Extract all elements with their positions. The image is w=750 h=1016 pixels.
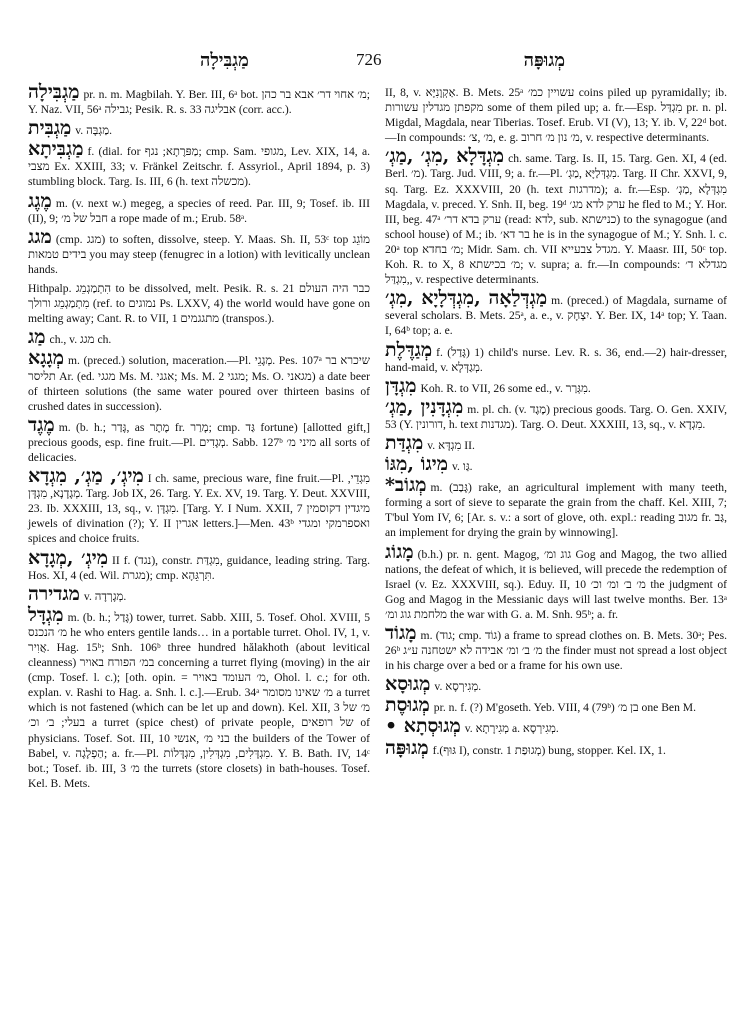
page-number: 726 [356,50,382,69]
dictionary-entry [28,326,370,349]
entry-headword: מִגְדָּן [385,374,417,397]
entry-text: f.(גּוּף I), constr. מְגוּפַת 1) bung, stopper. Kel. IX, 1. [432,743,666,757]
dictionary-entry [385,374,727,397]
entry-text: v. מַגְבָּה. [75,124,112,138]
entry-text: v. מְגִירָתָא a. מְגִירְסָא. [464,722,559,736]
dictionary-entry [28,603,371,791]
entry-headword: מגג [28,225,52,248]
entry-text: v. מִגְדָּא II. [427,438,475,452]
entry-headword: מִיגוֹ ,מִגּוֹ [385,453,449,476]
entry-text: m. (גָּבַב) rake, an agricultural implement with many teeth, forming a sort of sieve to separate the grain from the chaff. Kel. XIII, 7; T'bul Yom IV, 6; [Ar. s. v.: a sort of glove, oth. expl.: reading מגוב fr. גַּב, an implement for drying the grain by winnowing]. [385,481,727,540]
entry-headword: מְגָגָא [28,347,65,370]
dictionary-entry [28,582,370,605]
entry-headword: מַגְדְּלַאָה ,מִגְדְּלָיָא ,מִגְ׳ [385,287,548,310]
entry-headword: מִגְדָּל [28,603,64,626]
dictionary-entry [385,736,727,759]
dictionary-entry [28,546,370,583]
entry-text: f. (dial. for מַפּרֶתָא; נגף; cmp. Sam. מגופי, Lev. XIX, 14, a. מצבי Ex. XXIII, 33; v. Fränkel Zeitschr. f. Assyriol., April 1894, p. 3) stumbling block. Targ. Is. III, 6 (h. text מכשלה). [28,145,370,189]
entry-headword: מְגוּסָא [385,673,431,696]
entry-text: m. (גוד; cmp. גוֹד) a frame to spread clothes on. B. Mets. 30ᵃ; Pes. 26ᵇ מ׳ ב׳ ומ׳ אבידה לא ישטחנה ע״ג the finder must not spread a lost object in his charge over a bed or a frame for his own use. [385,629,727,673]
entry-text: m. (preced.) of Magdala, surname of several scholars. B. Mets. 25ᵃ, a. e., v. יִצְחָק. Y. Ber. IX, 14ᵃ top; Y. Taan. I, 64ᵇ top; a. e. [385,294,727,338]
entry-text: m. (v. next w.) megeg, a species of reed. Par. III, 9; Tosef. ib. III (II), 9; חבל של מ׳ a rope made of m.; Erub. 58ᵃ. [28,196,370,225]
dictionary-entry [28,281,370,326]
entry-headword: מִגְדָּלָא ,מִגְ׳ ,מַגְ׳ [385,145,505,168]
entry-text: v. מְגָרְדָה. [83,589,127,603]
entry-text: II f. (נגד), constr. מִגְדַּת, guidance, leading string. Targ. Hos. XI, 4 (ed. Wil. מגרת); cmp. תִּרְגֵּהָא. [28,553,370,582]
entry-text: f. (גָּדַל) 1) child's nurse. Lev. R. s. 36, end.—2) hair-dresser, hand-maid, v. מְגַדְּלָא. [385,345,727,374]
dictionary-entry [28,225,371,277]
entry-text: (b.h.) pr. n. gent. Magog, גוג ומ׳ Gog and Magog, the two allied nations, the defeat of which, it is believed, will precede the redemption of Israel (v. Ez. XXXVIII, sq.). Eduy. II, 10 מ׳ ב׳ ומ׳ וכ׳ the judgment of Gog and Magog in the Messianic days will last twelve months. Ber. 13ᵃ מלחמת גוג ומ׳ the war with G. a. M. Snh. 95ᵇ; a. fr. [385,547,727,621]
entry-headword: מָגוֹג [385,540,414,563]
dictionary-entry [28,347,371,413]
page-header [0,50,750,76]
entry-headword: מגדירה [28,582,80,605]
dictionary-entry [385,431,727,454]
dictionary-entry [28,465,370,546]
entry-text: ch., v. מגג ch. [49,333,112,347]
left-column [28,81,371,795]
entry-headword: מְגוּפָּה [385,736,429,759]
entry-headword: מֶגֶד [28,413,55,436]
dictionary-entry [385,622,727,673]
entry-text: Hithpalp. הִתְמַגְמֵג to be dissolved, melt. Pesik. R. s. 21 כבר היה העולם מִתְמַגְמֵג ורולך (ref. to נמוגים Ps. LXXV, 4) the world would have gone on melting away; Cant. R. to VII, 1 מתגגמים (transpos.). [28,282,370,326]
right-column [385,85,727,762]
dictionary-entry [385,287,727,338]
dictionary-entry [385,474,727,540]
dictionary-entry [28,413,371,465]
entry-text: Koh. R. to VII, 26 some ed., v. מִגְּרַר. [420,381,591,395]
entry-text: (cmp. מגג) to soften, dissolve, steep. Y. Maas. Sh. II, 53ᶜ top מוֹגֵג בידים טמאות you may steep (fenugrec in a lotion) with levitically unclean hands. [28,232,371,276]
entry-headword: מִיגְ׳, מַגְ׳, מִגְדָא [28,465,144,488]
entry-headword: מַגְבִּית [28,117,72,140]
entry-text: II, 8, v. אַקְוָנִיָּא. B. Mets. 25ᵃ עשויין כמ׳ coins piled up pyramidally; ib. מקפתן מגדלין עשורות some of them piled up; a. fr.—Esp. מִגְדַּל pr. n. pl. Migdal, Magdala, near Tiberias. Tosef. Erub. VI (V), 13; Y. ib. V, 22ᵈ bot.—In compounds: מ׳ ,צ׳, e. g. מ׳ נון מ׳ חרוב, v. respective determinants. [385,86,727,145]
entry-text: v. מְגִירְסָא. [434,680,482,694]
entry-text: v. גַּו. [452,460,473,474]
dictionary-entry [28,117,370,140]
entry-headword: מַגְבִּילָה [28,81,80,103]
entry-text: pr. n. f. (?) M'goseth. Yeb. VIII, 4 (79ᵇ) בן מ׳ one Ben M. [433,701,696,715]
entry-headword: מֶגֶג [28,189,52,212]
dictionary-entry [385,453,727,476]
dictionary-entry [385,145,728,287]
entry-text: I ch. same, precious ware, fine fruit.—Pl. מִגְדֵי, מְגָדָנָא, מִגְדָּן. Targ. Job IX, 26. Targ. Y. Ex. XV, 19. Targ. Y. Deut. XXVIII, 23. Ib. XXXIII, 13, sq., v. מִגְדָּן. [Targ. Y. I Num. XXII, 7 מיגדין דקוסמין jewels of divination (?); Y. II אגרין letters.]—Men. 43ᵇ ואספרמקי ומגדי spices and choice fruits. [28,472,370,546]
entry-text: m. (b. h.; גָּדַר, as מֶתֶר fr. מָרַר; cmp. גַּד fortune) [allotted gift,] precious goods, esp. fine fruit.—Pl. מְגָדִים. Sabb. 127ᵇ מיני מ׳ all sorts of delicacies. [28,420,371,464]
entry-text: m. pl. ch. (v. מֶגֶד) precious goods. Targ. O. Gen. XXIV, 53 (Y. דורונין, h. text מגדנות). Targ. O. Deut. XXXIII, 13, sq., v. מִגְדָא. [385,402,727,431]
dictionary-entry [385,540,727,622]
entry-headword: מִגְדַּת [385,431,424,454]
dictionary-entry [28,81,370,117]
entry-headword: מִגְדָּנִין ,מַגְ׳ [385,395,464,418]
right-running-head: מְגוּפָּה [523,50,565,71]
dictionary-entry [385,694,727,717]
dictionary-entry [385,395,727,432]
left-running-head: מַגְבִּילָה [200,50,249,71]
entry-headword: מְגוּסְתָא • [385,715,461,738]
dictionary-entry [385,715,727,738]
entry-text: m. (b. h.; גָּדַל) tower, turret. Sabb. XIII, 5. Tosef. Ohol. XVIII, 5 מ׳ הנכנס he who enters gentile lands… in a portable turret. Ohol. IV, 1, v. אֲוִיר. Hag. 15ᵇ; Snh. 106ᵇ three hundred hălakhoth (about levitical cleanness) במ׳ הפורח באויר concerning a turret flying (moving) in the air (cmp. Tosef. l. c.); [oth. opin. = מ׳ העומד באויר, Ohol. l. c.; for oth. explan. v. Rashi to Hag. a. Snh. l. c.].—Erub. 34ᵃ מ׳ שאינו מסומר a turret which is not fastened (which can be let up and down). Kel. XII, 3 מ׳ של בעלי; ב׳ וכ׳ a turret (spice chest) of private people, של רופאים of physicians. Tosef. Sot. III, 10 בני מ׳ ,אנשי the builders of the Tower of Babel, v. הַפְלָגָה; a. fr.—Pl. מִגְדָּלִים, מִגְדְּלִין, מִגְדָּלוֹת. Y. B. Bath. IV, 14ᶜ bot.; Tosef. ib. III, 3 מ׳ the turrets (store closets) in bath-houses. Tosef. Kel. B. Mets. [28,610,371,790]
entry-headword: מְגוֹב* [385,474,427,497]
entry-headword: מִיגְ׳ ,מְגָדָא [28,546,108,569]
entry-headword: מָגוֹד [385,622,417,644]
entry-text: m. (preced.) solution, maceration.—Pl. מְגָגֵי. Pes. 107ᵃ שיכרא בר תליסר Ar. (ed. מגגי Ms. M. אגגי; Ms. M. 2 מגגי; Ms. O. מגאני) a date beer of thirteen solutions (the same water poured over thirteen basins of crushed dates in succession). [28,354,371,413]
dictionary-entry [28,189,370,226]
entry-headword: מַג [28,326,46,349]
entry-text: ch. same. Targ. Is. II, 15. Targ. Gen. XI, 4 (ed. Berl. מ׳). Targ. Jud. VIII, 9; a. fr.—Pl. מִגְדְּלַיָּא ,מַגְ׳. Targ. II Chr. XXVI, 9, sq. Targ. Ez. XXXVIII, 20 (h. text מדרגות); a. fr.—Esp. מִגְדְּלָא ,מַגְ׳ Magdala, v. preced. Y. Snh. II, beg. 19ᵈ ערק לדא מג׳ he fled to M.; Y. Hor. III, beg. 47ᵃ ערק בדא דר׳ (read: לדא, sub. כנישתא) to the synagogue (and school house) of M.; ib. בר דא׳ he is in the synagogue of M.; Y. Snh. l. c. 20ᵃ top מ׳ בחדא; Midr. Sam. ch. VII מגדל צבעייא. Y. Maasr. III, 50ᶜ top. Koh. R. to X, 8 מ׳ בכישתא; v. supra; a. fr.—In compounds: מגדלא ד׳ ,מִגְדַּל, v. respective determinants. [385,152,728,287]
dictionary-entry [385,673,727,696]
entry-text: pr. n. m. Magbilah. Y. Ber. III, 6ᵃ bot. מ׳ אחוי דר׳ אבא בר כהן; Y. Naz. VII, 56ᵃ גבילה; Pesik. R. s. 33 אבליגה (corr. acc.). [28,88,370,117]
entry-headword: מַגְבִּיתָא [28,138,84,161]
dictionary-entry [385,85,727,145]
dictionary-entry [28,138,370,189]
entry-headword: מְגוּסֶת [385,694,430,717]
entry-headword: מְגַדֶּלֶת [385,338,433,361]
dictionary-entry [385,338,727,375]
